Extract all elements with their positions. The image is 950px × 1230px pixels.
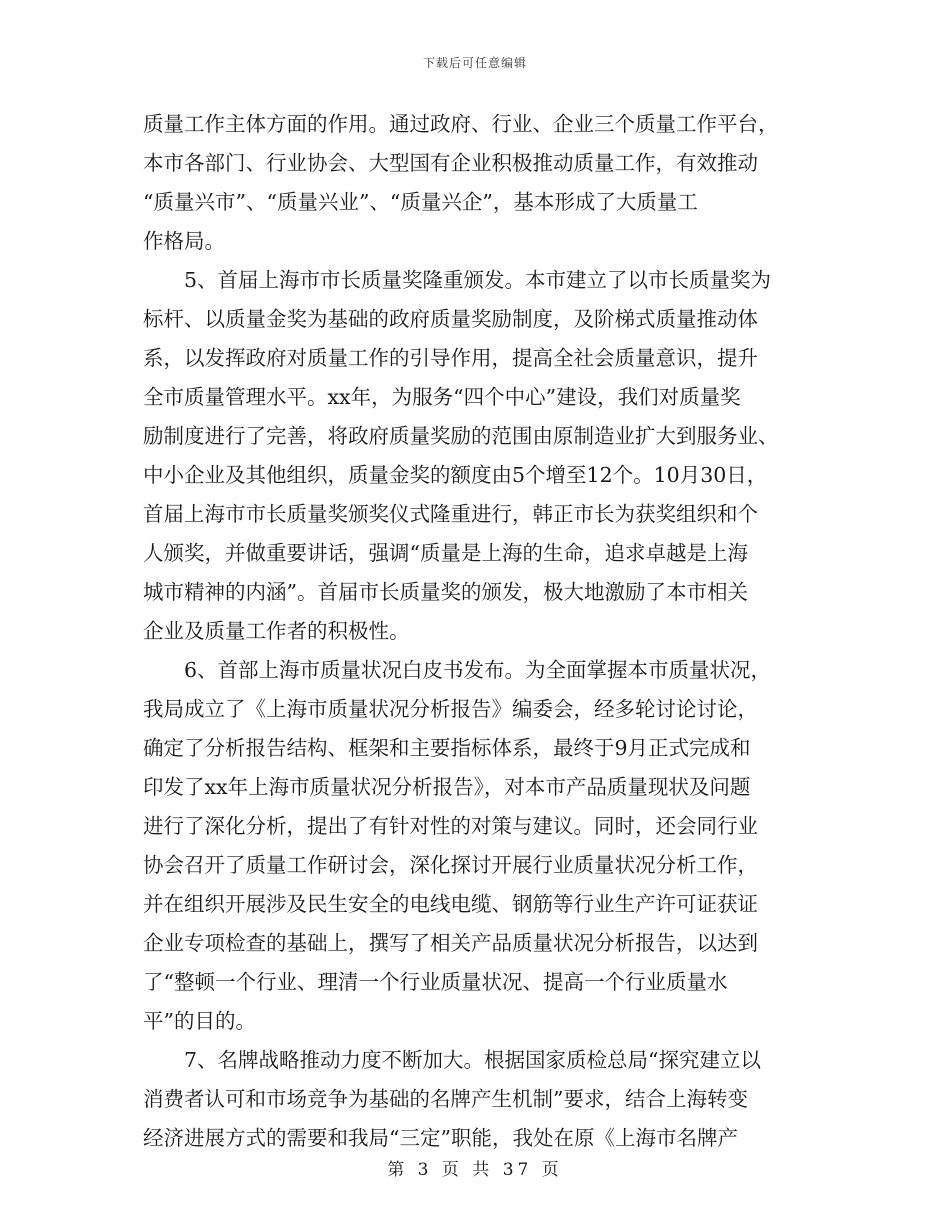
page-number-footer: 第 3 页 共 37 页 [387,1160,563,1180]
text-line: 中小企业及其他组织，质量金奖的额度由5个增至12个。10月30日， [143,463,768,487]
text-line: 经济进展方式的需要和我局“三定”职能，我处在原《上海市名牌产 [143,1126,738,1150]
text-line: 印发了xx年上海市质量状况分析报告》，对本市产品质量现状及问题 [143,775,751,799]
text-line: 我局成立了《上海市质量状况分析报告》编委会，经多轮讨论讨论， [143,697,758,721]
text-line: 标杆、以质量金奖为基础的政府质量奖励制度，及阶梯式质量推动体 [143,307,758,331]
text-line: 首届上海市市长质量奖颁奖仪式隆重进行，韩正市长为获奖组织和个 [143,502,758,526]
text-line: 城市精神的内涵”。首届市长质量奖的颁发，极大地激励了本市相关 [143,580,748,604]
text-line: 本市各部门、行业协会、大型国有企业积极推动质量工作，有效推动 [143,151,758,175]
text-line: 了“整顿一个行业、理清一个行业质量状况、提高一个行业质量水 [143,970,728,994]
text-line: 5、首届上海市市长质量奖隆重颁发。本市建立了以市长质量奖为 [143,268,772,292]
text-line: 6、首部上海市质量状况白皮书发布。为全面掌握本市质量状况， [143,658,772,682]
document-body [143,105,813,1158]
text-line: 7、名牌战略推动力度不断加大。根据国家质检总局“探究建立以 [143,1048,762,1072]
text-line: 进行了深化分析，提出了有针对性的对策与建议。同时，还会同行业 [143,814,758,838]
page-header-note: 下载后可任意编辑 [422,56,527,70]
text-line: “质量兴市”、“质量兴业”、“质量兴企”，基本形成了大质量工 [143,190,698,214]
text-line: 人颁奖，并做重要讲话，强调“质量是上海的生命，追求卓越是上海 [143,541,748,565]
text-line: 质量工作主体方面的作用。通过政府、行业、企业三个质量工作平台， [143,112,779,136]
text-line: 励制度进行了完善，将政府质量奖励的范围由原制造业扩大到服务业、 [143,424,779,448]
text-line: 全市质量管理水平。xx年，为服务“四个中心”建设，我们对质量奖 [143,385,741,409]
text-line: 作格局。 [143,229,225,253]
text-line: 协会召开了质量工作研讨会，深化探讨开展行业质量状况分析工作， [143,853,758,877]
text-line: 消费者认可和市场竞争为基础的名牌产生机制”要求，结合上海转变 [143,1087,748,1111]
text-line: 平”的目的。 [143,1009,256,1033]
text-line: 企业及质量工作者的积极性。 [143,619,410,643]
text-line: 企业专项检查的基础上，撰写了相关产品质量状况分析报告，以达到 [143,931,758,955]
text-line: 确定了分析报告结构、框架和主要指标体系，最终于9月正式完成和 [143,736,751,760]
text-line: 并在组织开展涉及民生安全的电线电缆、钢筋等行业生产许可证获证 [143,892,758,916]
text-line: 系，以发挥政府对质量工作的引导作用，提高全社会质量意识，提升 [143,346,758,370]
